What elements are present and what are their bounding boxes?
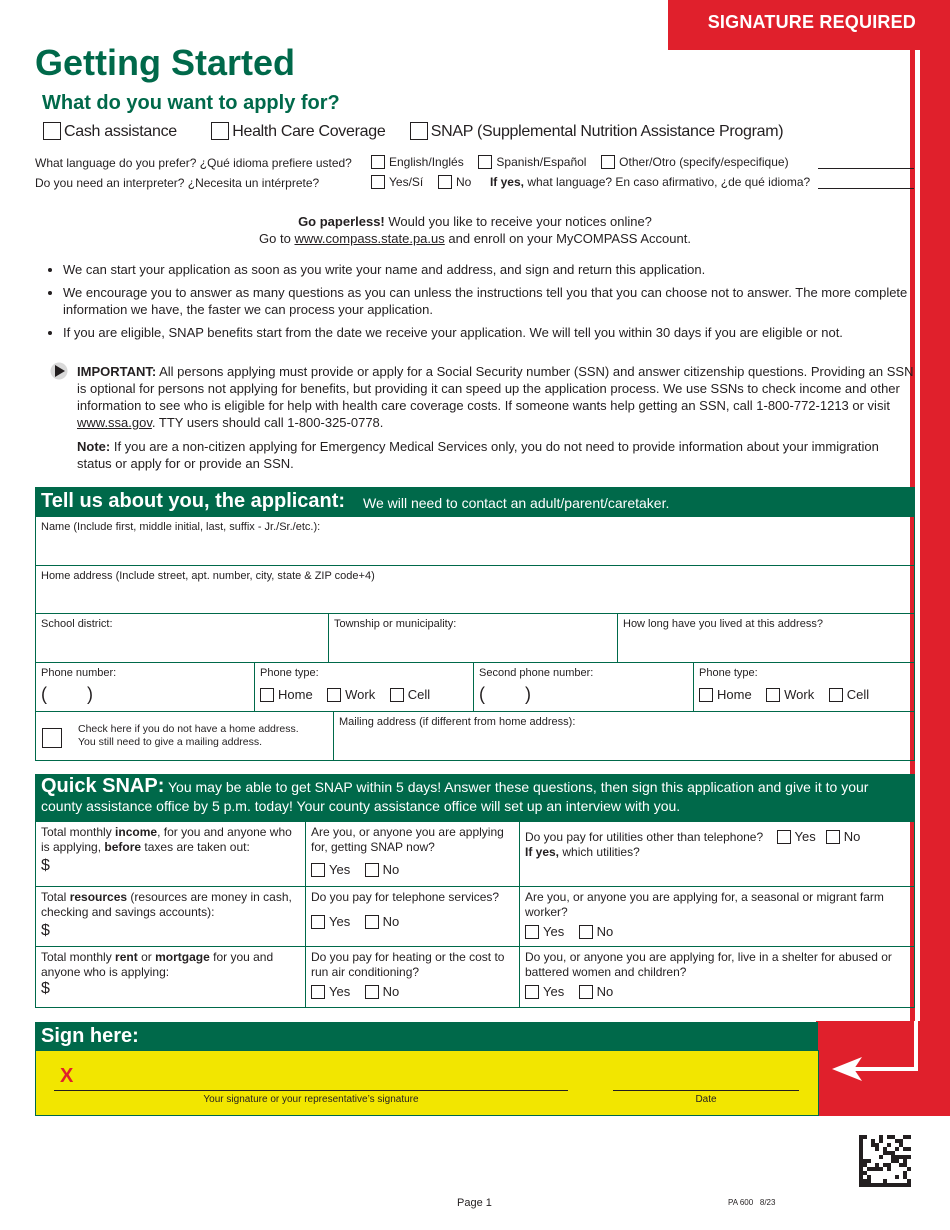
spanish-option[interactable]: Spanish/Español — [478, 155, 586, 169]
phone-home-checkbox[interactable] — [260, 688, 274, 702]
income-field[interactable]: Total monthly income, for you and anyone who is applying, before taxes are taken out: $ — [35, 821, 306, 887]
sign-heading: Sign here: — [41, 1025, 139, 1047]
second-cell-checkbox[interactable] — [829, 688, 843, 702]
interpreter-no-option[interactable]: No — [438, 175, 471, 189]
signature-line[interactable] — [54, 1090, 568, 1091]
township-field[interactable]: Township or municipality: — [328, 613, 618, 663]
english-checkbox[interactable] — [371, 155, 385, 169]
applicant-section-header — [35, 487, 915, 516]
name-field[interactable]: Name (Include first, middle initial, last, suffix - Jr./Sr./etc.): — [35, 516, 915, 566]
interpreter-yes-option[interactable]: Yes/Sí — [371, 175, 423, 189]
second-work-option[interactable]: Work — [766, 687, 814, 702]
utilities-no[interactable]: No — [826, 829, 861, 844]
heating-yes[interactable]: Yes — [311, 984, 350, 999]
rent-field[interactable]: Total monthly rent or mortgage for you and anyone who is applying: $ — [35, 946, 306, 1008]
apply-health-option[interactable]: Health Care Coverage — [211, 123, 385, 140]
date-caption: Date — [695, 1094, 717, 1105]
signature-required-banner — [668, 0, 950, 50]
shelter-question: Do you, or anyone you are applying for, live in a shelter for abused or battered women and children? Yes No — [519, 946, 915, 1008]
resources-field[interactable]: Total resources (resources are money in cash, checking and savings accounts): $ — [35, 886, 306, 947]
page-number: Page 1 — [457, 1197, 492, 1209]
telephone-options — [311, 914, 514, 929]
phone-cell-checkbox[interactable] — [390, 688, 404, 702]
phone-cell-option[interactable]: Cell — [390, 687, 430, 702]
quick-snap-header — [35, 774, 915, 822]
form-id: PA 600 8/23 — [728, 1198, 776, 1207]
other-option[interactable]: Other/Otro (specify/especifique) — [601, 155, 788, 169]
phone-home-option[interactable]: Home — [260, 687, 313, 702]
ssa-link[interactable]: www.ssa.gov — [77, 415, 152, 430]
getting-snap-options — [311, 862, 514, 877]
second-cell-option[interactable]: Cell — [829, 687, 869, 702]
apply-snap-option[interactable]: SNAP (Supplemental Nutrition Assistance Program) — [410, 123, 784, 140]
migrant-yes-checkbox[interactable] — [525, 925, 539, 939]
interpreter-question: Do you need an interpreter? ¿Necesita un intérprete? — [35, 176, 320, 190]
important-tty: . TTY users should call 1-800-325-0778. — [151, 415, 384, 430]
spanish-checkbox[interactable] — [478, 155, 492, 169]
quick-snap-heading: Quick SNAP: — [41, 775, 165, 797]
quick-snap-heading-rest: You may be able to get SNAP within 5 days! Answer these questions, then sign this application and give it to your county assistance office by 5 p.m. today! Your county assistance office will set up an interview with you. — [41, 779, 869, 814]
getting-snap-no-checkbox[interactable] — [365, 863, 379, 877]
paperless-text: Would you like to receive your notices online? — [388, 214, 652, 229]
second-phone-area-code: ( ) — [479, 684, 531, 704]
paperless-enroll: and enroll on your MyCOMPASS Account. — [448, 231, 691, 246]
interpreter-language-field[interactable] — [818, 188, 914, 189]
resources-dollar: $ — [41, 922, 50, 939]
utilities-no-checkbox[interactable] — [826, 830, 840, 844]
heating-no-checkbox[interactable] — [365, 985, 379, 999]
red-arrow-box — [816, 1021, 950, 1116]
migrant-no[interactable]: No — [579, 924, 614, 939]
info-bullets — [42, 261, 933, 341]
getting-snap-question: Are you, or anyone you are applying for, getting SNAP now? Yes No — [305, 821, 520, 887]
note-label: Note: — [77, 439, 111, 454]
other-checkbox[interactable] — [601, 155, 615, 169]
shelter-yes[interactable]: Yes — [525, 984, 564, 999]
home-address-field[interactable]: Home address (Include street, apt. number, city, state & ZIP code+4) — [35, 565, 915, 614]
applicant-heading-rest: We will need to contact an adult/parent/caretaker. — [363, 495, 670, 511]
utilities-question-line: Do you pay for utilities other than telephone? Yes No — [525, 829, 861, 844]
apply-options — [43, 122, 783, 141]
if-yes-label: If yes, — [489, 175, 524, 189]
health-checkbox[interactable] — [211, 122, 229, 140]
phone-area-code: ( ) — [41, 684, 93, 704]
list-item: • If you are eligible, SNAP benefits start from the date we receive your application. We will tell you within 30 days if you are eligible or not. — [63, 324, 933, 341]
play-arrow-icon — [50, 362, 68, 380]
telephone-yes-checkbox[interactable] — [311, 915, 325, 929]
other-language-field[interactable] — [818, 168, 914, 169]
language-question: What language do you prefer? ¿Qué idioma prefiere usted? — [35, 156, 352, 170]
interpreter-no-checkbox[interactable] — [438, 175, 452, 189]
list-item: • We can start your application as soon as you write your name and address, and sign and return this application. — [63, 261, 933, 278]
date-line[interactable] — [613, 1090, 799, 1091]
shelter-no[interactable]: No — [579, 984, 614, 999]
no-home-address-text: Check here if you do not have a home address. You still need to give a mailing address. — [78, 723, 299, 748]
migrant-options — [525, 924, 909, 939]
paperless-notice — [0, 213, 950, 247]
second-work-checkbox[interactable] — [766, 688, 780, 702]
paperless-bold: Go paperless! — [298, 214, 385, 229]
list-item: • We encourage you to answer as many questions as you can unless the instructions tell you that you can choose not to answer. The more complete information we have, the faster we can process your application. — [63, 284, 933, 318]
red-margin-bar — [920, 46, 950, 1116]
school-district-field[interactable]: School district: — [35, 613, 329, 663]
telephone-no-checkbox[interactable] — [365, 915, 379, 929]
migrant-question: Are you, or anyone you are applying for, a seasonal or migrant farm worker? Yes No — [519, 886, 915, 947]
heating-no[interactable]: No — [365, 984, 400, 999]
telephone-yes[interactable]: Yes — [311, 914, 350, 929]
phone-work-checkbox[interactable] — [327, 688, 341, 702]
phone-number-field[interactable]: Phone number: ( ) — [35, 662, 255, 712]
signature-required-text: SIGNATURE REQUIRED — [707, 12, 916, 32]
how-long-field[interactable]: How long have you lived at this address? — [617, 613, 915, 663]
signature-x-mark: X — [60, 1065, 74, 1087]
important-text: All persons applying must provide or apply for a Social Security number (SSN) and answer citizenship questions. Providing an SSN is optional for persons not applying for benefits, but providing it can speed up the application process. We use SSNs to check income and other information to see who is eligible for help with health care coverage costs. If someone wants help getting an SSN, call 1-800-772-1213 or visit — [77, 364, 914, 413]
if-yes-text: what language? En caso afirmativo, ¿de qué idioma? — [527, 175, 811, 189]
no-home-address-cell — [35, 711, 334, 761]
migrant-no-checkbox[interactable] — [579, 925, 593, 939]
shelter-yes-checkbox[interactable] — [525, 985, 539, 999]
mailing-address-field[interactable]: Mailing address (if different from home address): — [333, 711, 915, 761]
second-home-checkbox[interactable] — [699, 688, 713, 702]
second-phone-field[interactable]: Second phone number: ( ) — [473, 662, 694, 712]
getting-snap-no[interactable]: No — [365, 862, 400, 877]
telephone-no[interactable]: No — [365, 914, 400, 929]
arrow-left-icon — [816, 1021, 950, 1116]
phone-type-options — [260, 687, 468, 702]
barcode-icon — [859, 1135, 911, 1187]
shelter-options — [525, 984, 909, 999]
interpreter-yes-checkbox[interactable] — [371, 175, 385, 189]
language-options — [371, 155, 789, 169]
utilities-yes-checkbox[interactable] — [777, 830, 791, 844]
snap-checkbox[interactable] — [410, 122, 428, 140]
migrant-yes[interactable]: Yes — [525, 924, 564, 939]
heating-options — [311, 984, 514, 999]
compass-link[interactable]: www.compass.state.pa.us — [294, 231, 445, 246]
second-phone-type-field: Phone type: Home Work Cell — [693, 662, 915, 712]
english-option[interactable]: English/Inglés — [371, 155, 464, 169]
important-label: IMPORTANT: — [77, 364, 157, 379]
second-phone-type-options — [699, 687, 909, 702]
signature-caption: Your signature or your representative’s signature — [203, 1094, 419, 1105]
heating-question: Do you pay for heating or the cost to run air conditioning? Yes No — [305, 946, 520, 1008]
cash-checkbox[interactable] — [43, 122, 61, 140]
income-dollar: $ — [41, 857, 50, 874]
signature-area — [35, 1050, 819, 1116]
apply-cash-option[interactable]: Cash assistance — [43, 123, 177, 140]
sign-here-header — [35, 1022, 818, 1051]
second-home-option[interactable]: Home — [699, 687, 752, 702]
quick-snap-heading-text — [41, 777, 909, 816]
utilities-question — [519, 821, 915, 887]
page-subtitle: What do you want to apply for? — [42, 92, 340, 114]
applicant-heading: Tell us about you, the applicant: — [41, 490, 346, 512]
interpreter-options — [371, 175, 810, 189]
rent-dollar: $ — [41, 980, 50, 997]
shelter-no-checkbox[interactable] — [579, 985, 593, 999]
telephone-question: Do you pay for telephone services? Yes No — [305, 886, 520, 947]
paperless-go-to: Go to — [259, 231, 291, 246]
utilities-which-line: If yes, which utilities? — [525, 845, 640, 859]
heating-yes-checkbox[interactable] — [311, 985, 325, 999]
note-text: If you are a non-citizen applying for Emergency Medical Services only, you do not need to provide information about your immigration status or apply for or provide an SSN. — [77, 439, 879, 471]
getting-snap-yes[interactable]: Yes — [311, 862, 350, 877]
no-home-address-checkbox[interactable] — [42, 728, 62, 748]
phone-work-option[interactable]: Work — [327, 687, 375, 702]
page-title: Getting Started — [35, 42, 296, 83]
important-notice — [77, 363, 917, 472]
utilities-yes[interactable]: Yes — [777, 829, 816, 844]
phone-type-field: Phone type: Home Work Cell — [254, 662, 474, 712]
getting-snap-yes-checkbox[interactable] — [311, 863, 325, 877]
